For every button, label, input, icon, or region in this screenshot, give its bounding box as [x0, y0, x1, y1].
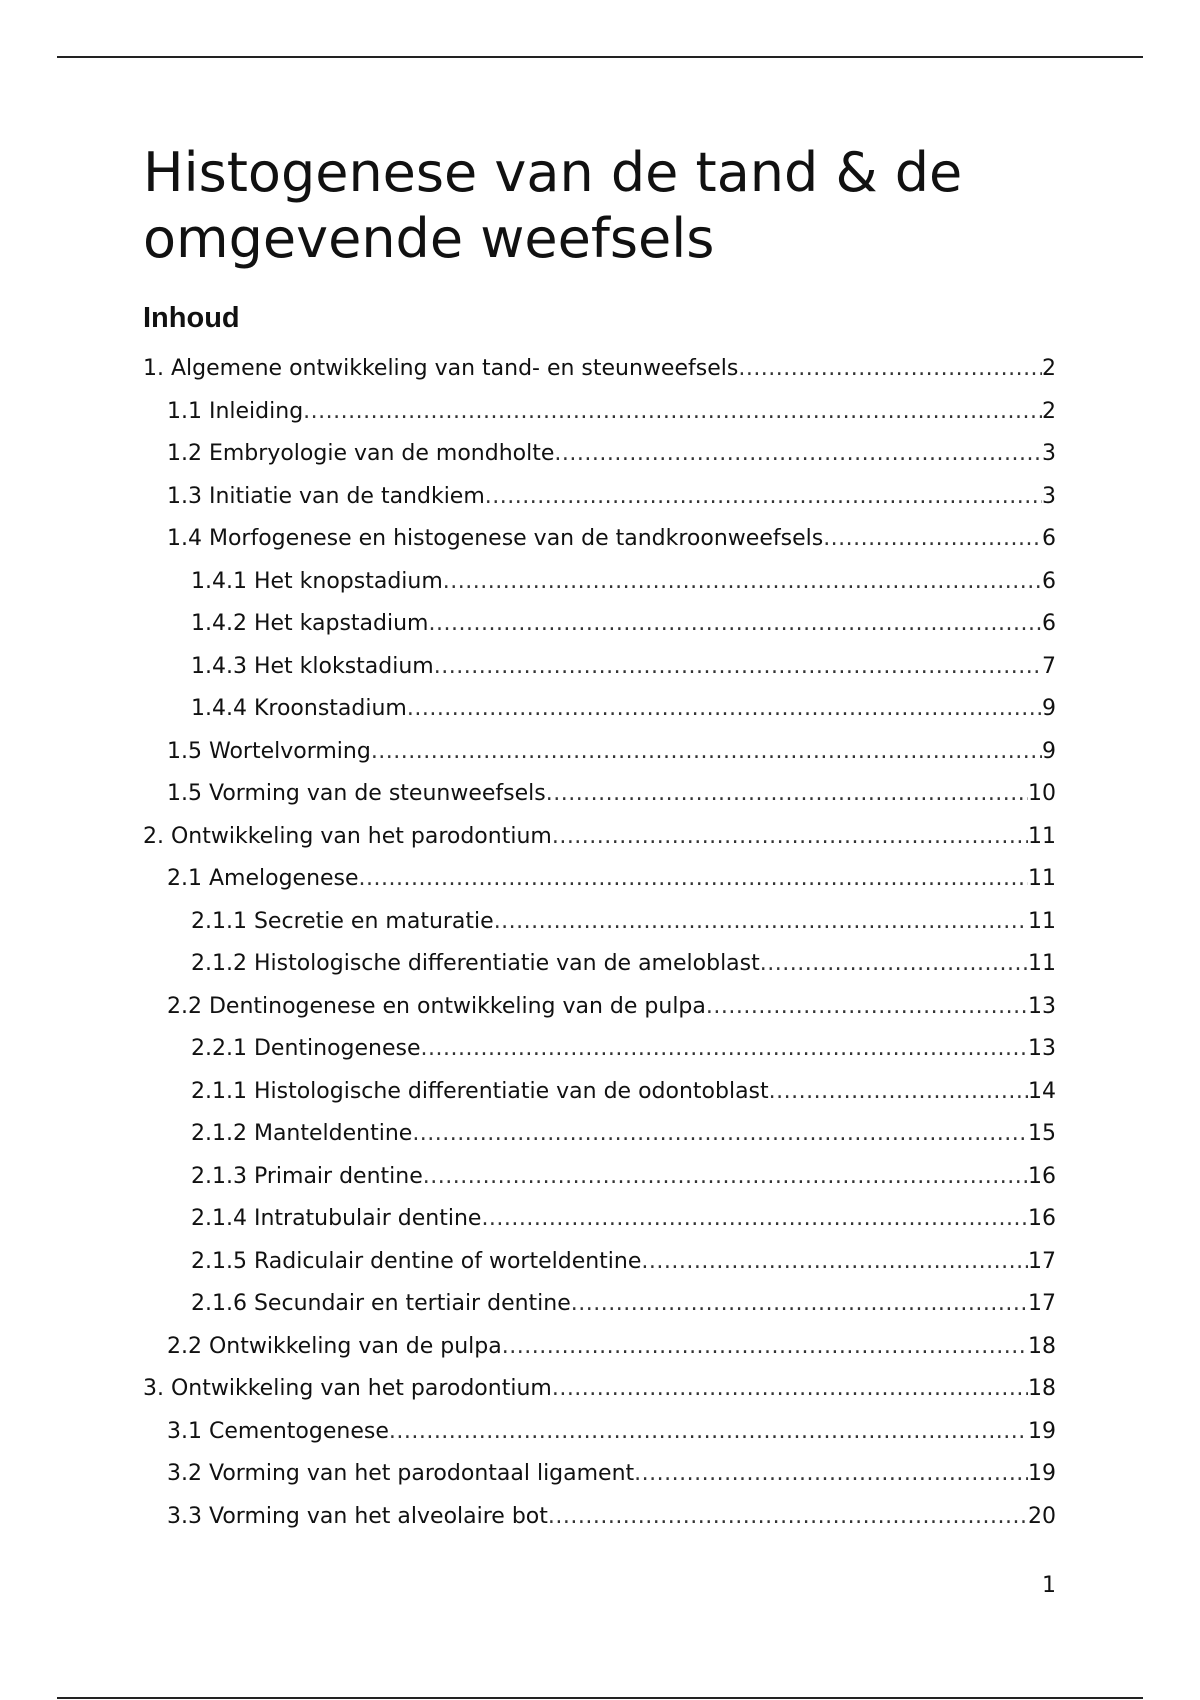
toc-entry-page: 9 — [1042, 738, 1056, 764]
toc-entry-label: 2.1 Amelogenese — [167, 866, 359, 891]
toc-entry-page: 17 — [1028, 1291, 1056, 1316]
toc-dot-leader — [548, 1496, 1028, 1539]
toc-entry[interactable] — [143, 476, 1056, 519]
toc-entry[interactable] — [143, 1283, 1056, 1326]
toc-entry-label: 1.4 Morfogenese en histogenese van de tandkroonweefsels — [167, 526, 824, 551]
toc-entry[interactable] — [143, 1453, 1056, 1496]
toc-dot-leader — [769, 1071, 1028, 1114]
toc-dot-leader — [371, 731, 1042, 774]
toc-entry-label: 1. Algemene ontwikkeling van tand- en steunweefsels — [143, 356, 739, 381]
toc-entry-page: 11 — [1028, 908, 1056, 934]
toc-entry-label: 1.4.1 Het knopstadium — [191, 568, 443, 594]
toc-dot-leader — [434, 646, 1042, 689]
toc-entry-page: 14 — [1028, 1078, 1056, 1104]
toc-entry[interactable] — [143, 518, 1056, 561]
toc-dot-leader — [485, 476, 1042, 519]
toc-entry[interactable] — [143, 1198, 1056, 1241]
toc-dot-leader — [760, 943, 1028, 986]
toc-entry-label: 1.5 Vorming van de steunweefsels — [167, 781, 546, 806]
toc-entry-label: 2.1.3 Primair dentine — [191, 1163, 423, 1189]
toc-entry[interactable] — [143, 1411, 1056, 1454]
toc-dot-leader — [554, 433, 1042, 476]
table-of-contents — [143, 348, 1056, 1538]
toc-entry[interactable] — [143, 348, 1056, 391]
toc-entry-page: 6 — [1042, 526, 1056, 551]
toc-entry-page: 3 — [1042, 441, 1056, 466]
toc-entry[interactable] — [143, 433, 1056, 476]
toc-entry-label: 1.4.3 Het klokstadium — [191, 653, 434, 679]
toc-entry[interactable] — [143, 391, 1056, 434]
toc-entry-label: 1.2 Embryologie van de mondholte — [167, 441, 555, 466]
toc-entry-page: 11 — [1028, 951, 1056, 976]
toc-entry[interactable] — [143, 561, 1056, 604]
toc-entry[interactable] — [143, 943, 1056, 986]
toc-entry-label: 3.1 Cementogenese — [167, 1418, 389, 1444]
toc-entry-label: 2.1.1 Secretie en maturatie — [191, 908, 494, 934]
toc-entry[interactable] — [143, 688, 1056, 731]
toc-entry-page: 11 — [1028, 866, 1056, 891]
toc-entry-label: 1.3 Initiatie van de tandkiem — [167, 483, 485, 509]
toc-dot-leader — [359, 858, 1028, 901]
toc-dot-leader — [738, 348, 1042, 391]
toc-heading: Inhoud — [143, 302, 240, 334]
toc-entry-page: 2 — [1042, 356, 1056, 381]
toc-dot-leader — [634, 1453, 1028, 1496]
toc-entry-page: 2 — [1042, 398, 1056, 424]
toc-entry-page: 18 — [1028, 1376, 1056, 1401]
toc-entry-label: 2.1.6 Secundair en tertiair dentine — [191, 1291, 571, 1316]
toc-entry-page: 16 — [1028, 1206, 1056, 1231]
toc-dot-leader — [552, 816, 1028, 859]
toc-entry[interactable] — [143, 1326, 1056, 1369]
toc-entry[interactable] — [143, 773, 1056, 816]
toc-entry-label: 2. Ontwikkeling van het parodontium — [143, 823, 552, 849]
toc-entry[interactable] — [143, 1028, 1056, 1071]
toc-entry-page: 17 — [1028, 1248, 1056, 1274]
toc-entry[interactable] — [143, 986, 1056, 1029]
toc-entry[interactable] — [143, 603, 1056, 646]
toc-entry-page: 7 — [1042, 653, 1056, 679]
document-title: Histogenese van de tand & de omgevende weefsels — [143, 141, 963, 270]
toc-dot-leader — [421, 1028, 1028, 1071]
toc-dot-leader — [546, 773, 1028, 816]
toc-entry-page: 9 — [1042, 696, 1056, 721]
toc-entry[interactable] — [143, 816, 1056, 859]
toc-entry[interactable] — [143, 1496, 1056, 1539]
toc-entry[interactable] — [143, 1156, 1056, 1199]
toc-entry[interactable] — [143, 646, 1056, 689]
toc-entry-label: 1.4.2 Het kapstadium — [191, 611, 429, 636]
toc-dot-leader — [443, 561, 1042, 604]
toc-entry-label: 3. Ontwikkeling van het parodontium — [143, 1376, 552, 1401]
toc-entry-page: 19 — [1028, 1461, 1056, 1486]
toc-entry[interactable] — [143, 1368, 1056, 1411]
toc-entry-page: 3 — [1042, 483, 1056, 509]
toc-dot-leader — [641, 1241, 1028, 1284]
toc-entry-page: 19 — [1028, 1418, 1056, 1444]
toc-entry-label: 2.1.2 Histologische differentiatie van de ameloblast — [191, 951, 760, 976]
toc-entry-label: 3.2 Vorming van het parodontaal ligament — [167, 1461, 635, 1486]
toc-dot-leader — [481, 1198, 1028, 1241]
footer-rule — [57, 1697, 1143, 1699]
toc-entry-label: 3.3 Vorming van het alveolaire bot — [167, 1503, 548, 1529]
toc-dot-leader — [502, 1326, 1028, 1369]
toc-entry-label: 2.1.1 Histologische differentiatie van de odontoblast — [191, 1078, 769, 1104]
toc-dot-leader — [494, 901, 1028, 944]
toc-entry[interactable] — [143, 1241, 1056, 1284]
toc-entry[interactable] — [143, 901, 1056, 944]
toc-dot-leader — [303, 391, 1042, 434]
toc-entry-page: 15 — [1028, 1121, 1056, 1146]
toc-entry-page: 6 — [1042, 611, 1056, 636]
page-number: 1 — [1042, 1573, 1056, 1598]
toc-entry-label: 2.1.2 Manteldentine — [191, 1121, 413, 1146]
toc-entry-page: 10 — [1028, 781, 1056, 806]
toc-dot-leader — [552, 1368, 1028, 1411]
toc-dot-leader — [423, 1156, 1028, 1199]
toc-entry-label: 1.5 Wortelvorming — [167, 738, 371, 764]
toc-entry-label: 2.2 Dentinogenese en ontwikkeling van de pulpa — [167, 993, 706, 1019]
toc-dot-leader — [389, 1411, 1028, 1454]
toc-dot-leader — [823, 518, 1042, 561]
toc-entry-page: 6 — [1042, 568, 1056, 594]
toc-entry-page: 13 — [1028, 1036, 1056, 1061]
header-rule — [57, 56, 1143, 58]
toc-entry-page: 20 — [1028, 1503, 1056, 1529]
toc-entry-label: 1.4.4 Kroonstadium — [191, 696, 407, 721]
toc-entry-label: 1.1 Inleiding — [167, 398, 304, 424]
toc-entry-label: 2.1.4 Intratubulair dentine — [191, 1206, 482, 1231]
toc-dot-leader — [407, 688, 1042, 731]
toc-entry-page: 18 — [1028, 1333, 1056, 1359]
toc-entry-page: 11 — [1028, 823, 1056, 849]
toc-entry-page: 16 — [1028, 1163, 1056, 1189]
toc-entry[interactable] — [143, 1071, 1056, 1114]
toc-dot-leader — [412, 1113, 1028, 1156]
toc-entry[interactable] — [143, 731, 1056, 774]
toc-dot-leader — [429, 603, 1043, 646]
toc-entry-page: 13 — [1028, 993, 1056, 1019]
toc-entry-label: 2.1.5 Radiculair dentine of worteldentine — [191, 1248, 642, 1274]
toc-dot-leader — [571, 1283, 1028, 1326]
toc-entry-label: 2.2 Ontwikkeling van de pulpa — [167, 1333, 502, 1359]
toc-entry-label: 2.2.1 Dentinogenese — [191, 1036, 421, 1061]
toc-entry[interactable] — [143, 858, 1056, 901]
toc-dot-leader — [706, 986, 1028, 1029]
toc-entry[interactable] — [143, 1113, 1056, 1156]
